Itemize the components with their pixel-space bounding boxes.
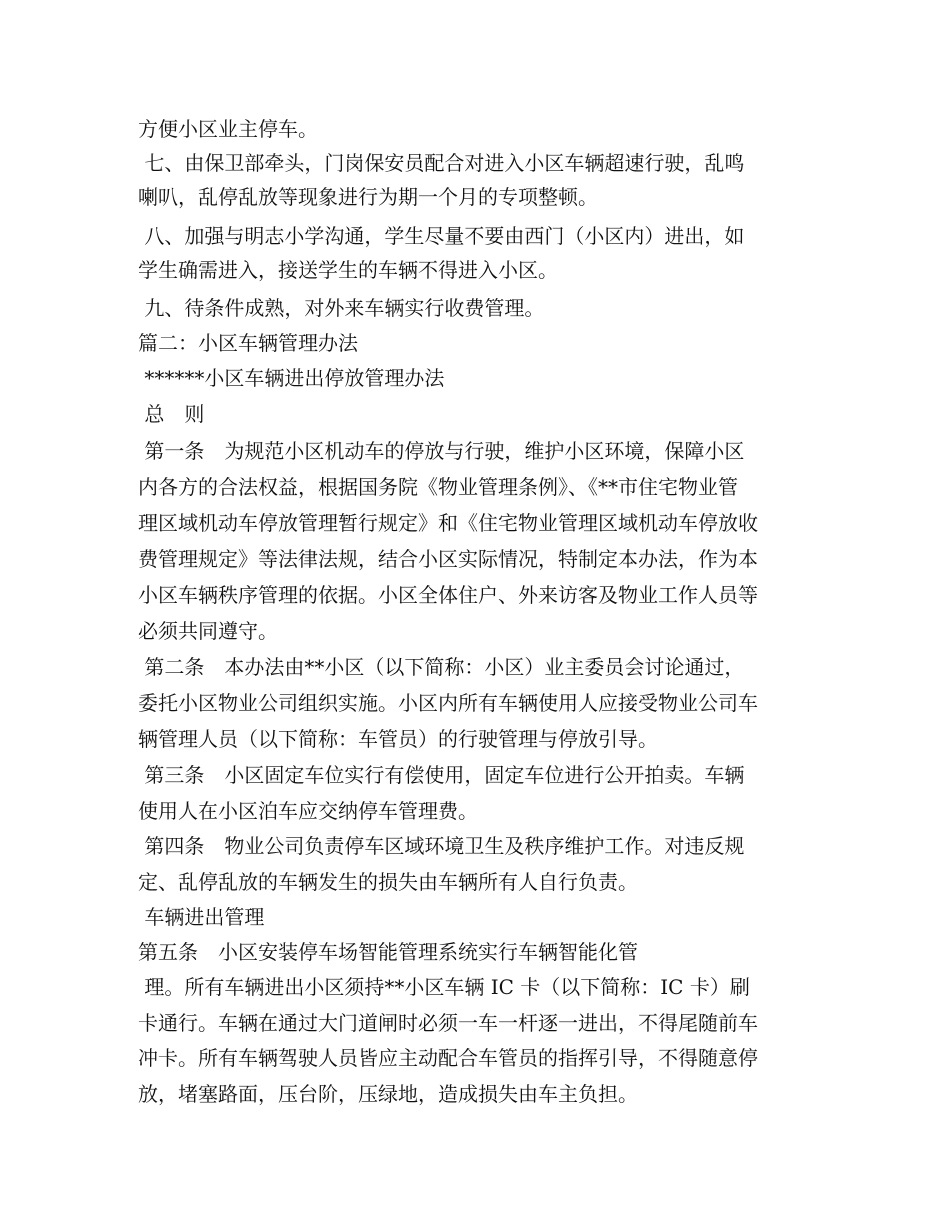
text-line: 费管理规定》等法律法规，结合小区实际情况，特制定本办法，作为本 — [138, 547, 758, 571]
text-line: 卡通行。车辆在通过大门道闸时必须一车一杆逐一进出，不得尾随前车 — [138, 1011, 758, 1035]
text-line: 方便小区业主停车。 — [138, 117, 318, 141]
section-heading: 篇二：小区车辆管理办法 — [138, 331, 358, 355]
text-line: 九、待条件成熟，对外来车辆实行收费管理。 — [138, 296, 545, 320]
text-line: 小区车辆秩序管理的依据。小区全体住户、外来访客及物业工作人员等 — [138, 583, 758, 607]
text-line: 第四条 物业公司负责停车区域环境卫生及秩序维护工作。对违反规 — [138, 834, 745, 858]
chapter-heading: 车辆进出管理 — [138, 905, 265, 929]
text-line: 使用人在小区泊车应交纳停车管理费。 — [138, 799, 478, 823]
text-line: 内各方的合法权益，根据国务院《物业管理条例》、《**市住宅物业管 — [138, 475, 738, 499]
text-line: 八、加强与明志小学沟通，学生尽量不要由西门（小区内）进出，如 — [138, 224, 745, 248]
text-line: 喇叭，乱停乱放等现象进行为期一个月的专项整顿。 — [138, 185, 598, 209]
text-line: 七、由保卫部牵头，门岗保安员配合对进入小区车辆超速行驶，乱鸣 — [138, 151, 745, 175]
text-line: 辆管理人员（以下简称：车管员）的行驶管理与停放引导。 — [138, 727, 658, 751]
text-line: 第一条 为规范小区机动车的停放与行驶，维护小区环境，保障小区 — [138, 439, 745, 463]
text-line: 必须共同遵守。 — [138, 619, 278, 643]
chapter-heading: 总 则 — [138, 402, 205, 426]
text-line: 第五条 小区安装停车场智能管理系统实行车辆智能化管 — [138, 940, 638, 964]
text-line: 委托小区物业公司组织实施。小区内所有车辆使用人应接受物业公司车 — [138, 691, 758, 715]
text-line: 第二条 本办法由**小区（以下简称：小区）业主委员会讨论通过， — [138, 655, 745, 679]
text-line: 第三条 小区固定车位实行有偿使用，固定车位进行公开拍卖。车辆 — [138, 763, 745, 787]
text-line: 学生确需进入，接送学生的车辆不得进入小区。 — [138, 258, 558, 282]
text-line: 放，堵塞路面，压台阶，压绿地，造成损失由车主负担。 — [138, 1082, 638, 1106]
text-line: 理区域机动车停放管理暂行规定》和《住宅物业管理区域机动车停放收 — [138, 511, 758, 535]
text-line: 定、乱停乱放的车辆发生的损失由车辆所有人自行负责。 — [138, 870, 638, 894]
document-title: ******小区车辆进出停放管理办法 — [138, 366, 445, 390]
text-line: 理。所有车辆进出小区须持**小区车辆 IC 卡（以下简称：IC 卡）刷 — [138, 975, 750, 999]
text-line: 冲卡。所有车辆驾驶人员皆应主动配合车管员的指挥引导，不得随意停 — [138, 1046, 758, 1070]
